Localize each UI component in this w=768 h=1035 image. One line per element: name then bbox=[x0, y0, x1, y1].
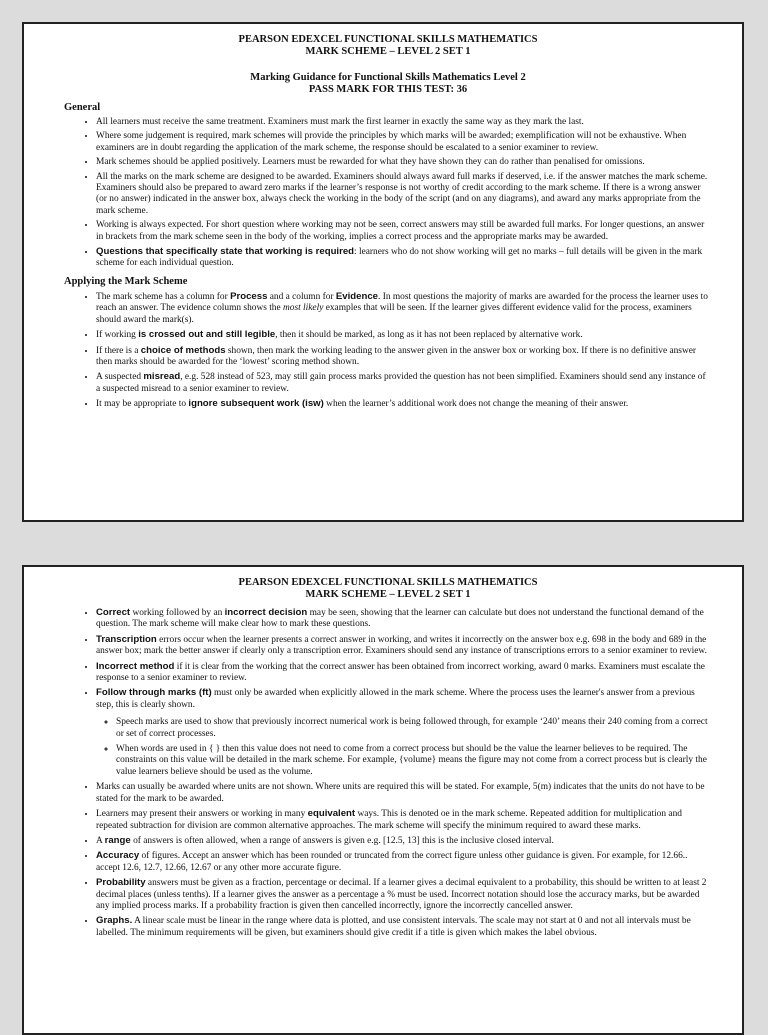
item-text: when the learner’s additional work does not change the meaning of their answer. bbox=[323, 399, 629, 410]
list-item bbox=[96, 607, 712, 631]
general-heading: General bbox=[64, 102, 101, 113]
item-text: must only be awarded when explicitly allowed in the mark scheme. Where the process uses the learner's answer from a previous step, this is clearly shown. bbox=[96, 688, 695, 710]
item-text: may be seen, showing that the learner can calculate but does not understand the functional demand of the question. The mark scheme will make clear how to mark these questions. bbox=[96, 608, 704, 630]
list-item: • All the marks on the mark scheme are designed to be awarded. Examiners should always award full marks if deserved, i.e. if the answer matches the mark scheme. Examiners should also be prepared to award zero marks if the learner’s response is not worthy of credit according to the mark scheme. If there is a wrong answer (or no answer) indicated in the answer box, always check the working in the body of the script (and on any diagrams), and award any marks appropriate from the mark scheme. bbox=[96, 172, 712, 218]
item-text: If there is a bbox=[96, 345, 141, 356]
list-item bbox=[96, 915, 712, 939]
mark-scheme-page-2 bbox=[22, 565, 744, 1035]
bold-term: Evidence bbox=[335, 290, 379, 302]
item-text: A suspected bbox=[96, 372, 144, 383]
bold-term: ignore subsequent work (isw) bbox=[188, 398, 324, 410]
list-item: • Mark schemes should be applied positively. Learners must be rewarded for what they have shown they can do rather than penalised for omissions. bbox=[96, 157, 712, 168]
item-text: shown, then mark the working leading to the answer given in the answer box or working box. If there is no definitive answer then marks should be awarded for the ‘lowest’ scoring method shown. bbox=[96, 345, 697, 367]
page-header-line-2: MARK SCHEME – LEVEL 2 SET 1 bbox=[305, 46, 471, 57]
sub-list-item: ◦ Speech marks are used to show that previously incorrect numerical work is being followed through, for example ‘240’ means their 240 coming from a correct or set of correct processes. bbox=[116, 717, 712, 740]
list-item bbox=[96, 398, 712, 410]
bold-term: Process bbox=[230, 290, 268, 302]
page-header-line-1: PEARSON EDEXCEL FUNCTIONAL SKILLS MATHEMATICS bbox=[238, 577, 538, 588]
bold-term: is crossed out and still legible bbox=[138, 329, 276, 341]
list-item bbox=[96, 371, 712, 395]
guidance-title: Marking Guidance for Functional Skills Mathematics Level 2 bbox=[250, 72, 526, 83]
bold-term: incorrect decision bbox=[224, 607, 308, 618]
item-text: ways. This is denoted oe in the mark scheme. Repeated addition for multiplication and repeated subtraction for division are common alternative approaches. The mark scheme will specify the minimum required to award these marks. bbox=[96, 809, 682, 831]
applying-heading: Applying the Mark Scheme bbox=[64, 275, 188, 287]
item-text: . In most questions the majority of marks are awarded for the process the learner uses to reach an answer. The evidence column shows the bbox=[96, 291, 708, 314]
item-text: , then it should be marked, as long as it has not been replaced by alternative work. bbox=[275, 330, 583, 341]
pass-mark: PASS MARK FOR THIS TEST: 36 bbox=[308, 84, 468, 95]
list-item bbox=[96, 291, 712, 326]
applying-list bbox=[64, 291, 712, 411]
list-item bbox=[96, 687, 712, 778]
list-item bbox=[96, 835, 712, 847]
bold-term: range bbox=[104, 834, 131, 846]
emphasis-text: most likely bbox=[283, 303, 324, 314]
item-text: examples that will be seen. If the learner gives different evidence valid for the process, examiners should award the mark(s). bbox=[96, 303, 692, 325]
bold-term: Follow through marks (ft) bbox=[96, 687, 212, 699]
general-list bbox=[64, 117, 712, 270]
bold-term: Incorrect method bbox=[96, 660, 175, 672]
bold-term: choice of methods bbox=[140, 344, 226, 356]
item-text: A bbox=[96, 835, 105, 846]
item-text: It may be appropriate to bbox=[96, 399, 189, 410]
item-text: if it is clear from the working that the correct answer has been obtained from incorrect working, award 0 marks. Examiners must escalate the response to a senior examiner to review. bbox=[96, 661, 705, 684]
list-item bbox=[96, 634, 712, 658]
item-text: of figures. Accept an answer which has been rounded or truncated from the correct figure unless other guidance is given. For example, for 12.66.. accept 12.6, 12.7, 12.66, 12.67 or any other more accurate figure. bbox=[96, 851, 688, 873]
sub-list bbox=[96, 717, 712, 778]
list-item: • Working is always expected. For short question where working may not be seen, correct answers may still be awarded full marks. For longer questions, an answer in brackets from the mark scheme seen in the body of the working, implies a correct process and the appropriate marks may be awarded. bbox=[96, 220, 712, 243]
sub-list-item: ◦ When words are used in { } then this value does not need to come from a correct process but should be the value the learner believes to be required. The constraints on this value will be detailed in the mark scheme. For example, {volume} means the figure may not come from a correct process but is clearly the value learners believe should be used as the volume. bbox=[116, 744, 712, 778]
list-item: • All learners must receive the same treatment. Examiners must mark the first learner in exactly the same way as they mark the last. bbox=[96, 117, 712, 128]
list-item bbox=[96, 246, 712, 270]
rules-list bbox=[64, 607, 712, 939]
item-text: working followed by an bbox=[130, 608, 225, 618]
item-text: A linear scale must be linear in the range where data is plotted, and use consistent intervals. The scale may not start at 0 and not all intervals must be labelled. The minimum requirements will be given, but examiners should give credit if a title is given which makes the label obvious. bbox=[96, 916, 691, 938]
list-item bbox=[96, 329, 712, 341]
list-item bbox=[96, 808, 712, 832]
bold-term: Transcription bbox=[96, 633, 157, 645]
list-item: • Where some judgement is required, mark schemes will provide the principles by which marks will be awarded; exemplification will not be exhaustive. When examiners are in doubt regarding the application of the mark scheme, the response should be escalated to a senior examiner to review. bbox=[96, 131, 712, 154]
bold-term: Correct bbox=[96, 607, 131, 618]
list-item bbox=[96, 877, 712, 912]
bold-term: Accuracy bbox=[96, 850, 140, 862]
item-text: , e.g. 528 instead of 523, may still gain process marks provided the question has not been simplified. Examiners should send any instance of a suspected misread to a senior examiner to review. bbox=[96, 372, 706, 394]
mark-scheme-page-1 bbox=[22, 22, 744, 522]
item-text: The mark scheme has a column for bbox=[96, 291, 231, 302]
item-text: answers must be given as a fraction, percentage or decimal. If a learner gives a decimal equivalent to a probability, this should be written to at least 2 decimal places (unless tenths). If a learner gives the answer as a percentage a % must be used. Incorrect notation should lose the accuracy marks, but be awarded any implied process marks. If a probability fraction is given then cancelled incorrectly, ignore the incorrectly cancelled answer. bbox=[96, 878, 707, 911]
bold-term: equivalent bbox=[307, 808, 356, 820]
item-text: : learners who do not show working will get no marks – full details will be given in the mark scheme for each individual question. bbox=[96, 247, 703, 269]
page-header-line-2: MARK SCHEME – LEVEL 2 SET 1 bbox=[305, 589, 471, 600]
list-item bbox=[96, 661, 712, 685]
list-item: • Marks can usually be awarded where units are not shown. Where units are required this will be stated. For example, 5(m) indicates that the units do not have to be stated for the mark to be awarded. bbox=[96, 782, 712, 805]
page-header-line-1: PEARSON EDEXCEL FUNCTIONAL SKILLS MATHEMATICS bbox=[238, 34, 538, 45]
item-text: and a column for bbox=[267, 291, 336, 302]
bold-term: Graphs. bbox=[96, 915, 133, 927]
item-text: of answers is often allowed, when a range of answers is given e.g. [12.5, 13] this is the inclusive closed interval. bbox=[130, 835, 554, 846]
item-text: Learners may present their answers or working in many bbox=[96, 809, 308, 820]
item-text: errors occur when the learner presents a correct answer in working, and writes it incorrectly on the answer box e.g. 698 in the body and 689 in the answer box; mark the better answer if clearly only a transcription error. Examiners should send any instance of transcriptions errors to a senior examiner to review. bbox=[96, 634, 707, 657]
list-item bbox=[96, 850, 712, 874]
list-item bbox=[96, 345, 712, 369]
item-text: If working bbox=[96, 330, 139, 341]
bold-term: Questions that specifically state that working is required bbox=[96, 246, 355, 258]
bold-term: misread bbox=[143, 371, 181, 383]
bold-term: Probability bbox=[96, 877, 146, 889]
